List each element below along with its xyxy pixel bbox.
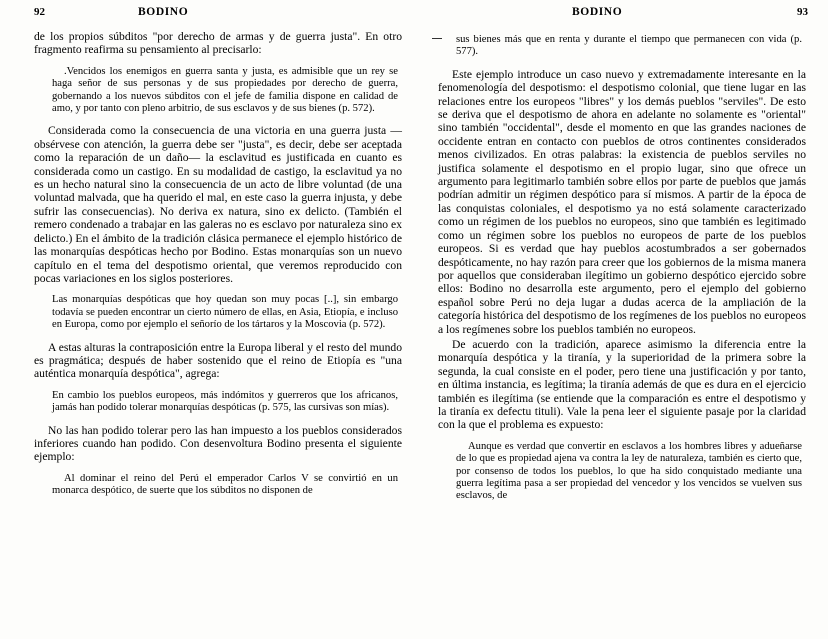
paragraph: de los propios súbditos "por derecho de armas y de guerra justa". En otro fragmento reafirma su pensamiento al precisarlo: xyxy=(34,30,402,57)
left-running-title: BODINO xyxy=(138,6,189,18)
block-quote: Las monarquías despóticas que hoy quedan son muy pocas [..], sin embargo todavía se pueden encontrar un cierto número de ellas, en Asia, Etiopía, e incluso en Europa, como por ejemplo el señorío de los tártaros y la Moscovia (p. 572). xyxy=(52,294,398,331)
left-page-column xyxy=(28,0,408,639)
right-page-body xyxy=(438,30,806,512)
block-quote: .Vencidos los enemigos en guerra santa y justa, es admisible que un rey se haga señor de sus personas y de sus propiedades por derecho de guerra, gobernando a los nuevos súbditos con el jefe de familia dispone en calidad de amo, y por tanto con pleno arbitrio, de sus esclavos y de sus bienes (p. 572). xyxy=(52,65,398,115)
block-quote: En cambio los pueblos europeos, más indómitos y guerreros que los africanos, jamás han podido tolerar monarquías despóticas (p. 575, las cursivas son mías). xyxy=(52,389,398,414)
paragraph: Este ejemplo introduce un caso nuevo y extremadamente interesante en la fenomenología del despotismo: el despotismo colonial, que tiene lugar en las relaciones entre los europeos "libres" y los demás pueblos "serviles". De esto se deriva que el despotismo de ahora en adelante no solamente es "oriental" sino también "occidental", desde el momento en que las grandes naciones de occidente entran en contacto con pueblos de otros continentes considerados menos civilizados. En otras palabras: la existencia de pueblos serviles no justifica solamente el despotismo en el propio lugar, sino que ofrece un argumento para legitimarlo también sobre ellos por parte de pueblos que jamás podrían admitir un régimen despótico para sí mismos. A partir de la época de las conquistas coloniales, el despotismo ya no está solamente caracterizado como un régimen de los pueblos no europeos, sino que también es legitimado como un régimen sobre los pueblos no europeos de parte de los pueblos europeos. Si es verdad que hay pueblos acostumbrados a ser gobernados despóticamente, no hay razón para creer que los gobiernos de la misma manera por aquellos que consideraban ilegítimo un gobierno despótico ejercido sobre ellos: Bodino no desarrolla este argumento, pero el ejemplo del gobierno español sobre Perú no deja lugar a dudas acerca de la ampliación de la categoría histórica del despotismo de los regímenes de los pueblos no europeos a los regímenes sobre los pueblos también no europeos. xyxy=(438,67,806,336)
left-page-header xyxy=(28,0,408,24)
paragraph: De acuerdo con la tradición, aparece asimismo la diferencia entre la monarquía despótica y la tiranía, y la superioridad de la primera sobre la segunda, la cual consiste en el poder, pero tiene una justificación y por tanto, en última instancia, es legítima; la tiranía además de que es dura en el ejercicio también es ilegítima (se entiende que la comparación es entre el despotismo y la tiranía ex defectu tituli). Vale la pena leer el siguiente pasaje por la claridad con la que el problema es expuesto: xyxy=(438,337,806,432)
block-quote: sus bienes más que en renta y durante el tiempo que permanecen con vida (p. 577). xyxy=(456,34,802,58)
right-page-column xyxy=(432,0,812,639)
block-quote: Aunque es verdad que convertir en esclavos a los hombres libres y adueñarse de lo que es propiedad ajena va contra la ley de naturaleza, también es cierto que, por consenso de todos los pueblos, lo que ha sido conquistado mediante una guerra legítima pasa a ser propiedad del vencedor y los vencidos se vuelven sus esclavos, de xyxy=(456,440,802,502)
right-page-header xyxy=(432,0,812,24)
block-quote: Al dominar el reino del Perú el emperador Carlos V se convirtió en un monarca despótico, de suerte que los súbditos no disponen de xyxy=(52,472,398,497)
paragraph: Considerada como la consecuencia de una victoria en una guerra justa —obsérvese con atención, la guerra debe ser "justa", es decir, debe ser aceptada como la reparación de un daño— la esclavitud es justificada en cuanto es considerada como un castigo. En su modalidad de castigo, la esclavitud ya no es un hecho natural sino la consecuencia de un acto de libre voluntad (de una voluntad malvada, que ha querido el mal, en este caso la guerra injusta, y debe sufrir las consecuencias). No deriva ex natura, sino ex delicto. (También el remero condenado a trabajar en las galeras no es esclavo por naturaleza sino ex delicto.) En el ámbito de la tradición clásica permanece el ejemplo histórico de las monarquías despóticas hecho por Bodino. Estas monarquías son un nuevo capítulo en el tema del despotismo oriental, que veremos reproducido con pocas variaciones en los siglos posteriores. xyxy=(34,124,402,285)
left-page-body xyxy=(34,30,402,507)
left-page-folio: 92 xyxy=(34,6,45,18)
paragraph: No las han podido tolerar pero las han impuesto a los pueblos considerados inferiores cuando han podido. Con desenvoltura Bodino presenta el siguiente ejemplo: xyxy=(34,423,402,464)
right-running-title: BODINO xyxy=(572,6,623,18)
paragraph: A estas alturas la contraposición entre la Europa liberal y el resto del mundo es pragmática; después de haber sostenido que el reino de Etiopía es "una auténtica monarquía despótica", agrega: xyxy=(34,340,402,381)
right-page-folio: 93 xyxy=(797,6,808,18)
